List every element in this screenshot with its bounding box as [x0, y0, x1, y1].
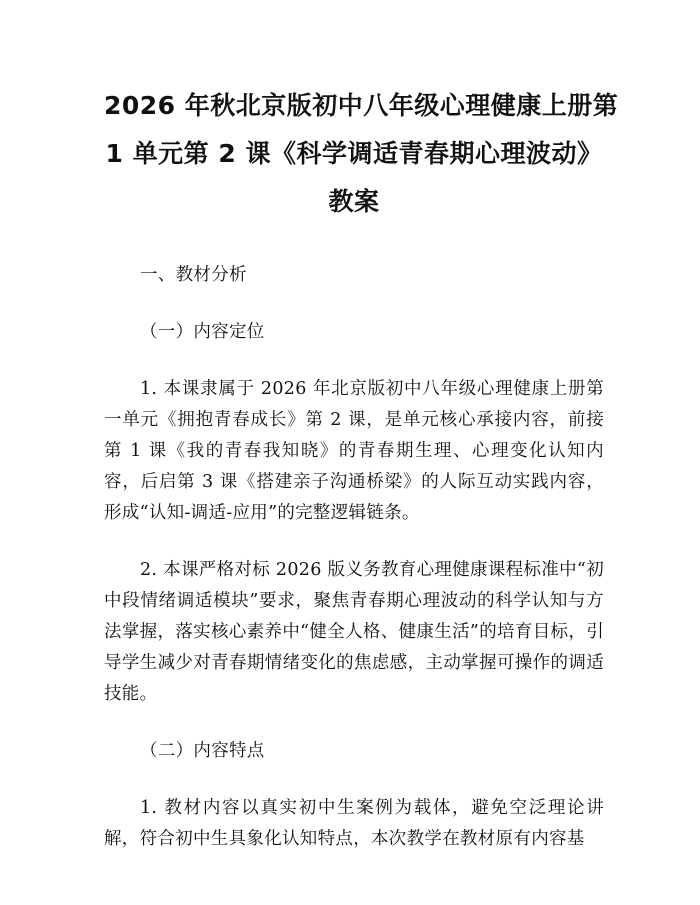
paragraph-positioning-2: 2. 本课严格对标 2026 版义务教育心理健康课程标准中“初中段情绪调适模块”要求，聚焦青春期心理波动的科学认知与方法掌握，落实核心素养中“健全人格、健康生活”的培育目标，引导学生减少对青春期情绪变化的焦虑感，主动掌握可操作的调适技能。 [104, 560, 604, 704]
document-body [104, 260, 604, 855]
subsection-heading-content-positioning: （一）内容定位 [140, 322, 265, 342]
section-heading-textbook-analysis: 一、教材分析 [140, 265, 247, 285]
title-line-1: 2026 年秋北京版初中八年级心理健康上册第 [104, 91, 619, 120]
title-line-2: 1 单元第 2 课《科学调适青春期心理波动》 [105, 139, 603, 168]
subsection-heading-content-features: （二）内容特点 [140, 741, 265, 761]
paragraph-features-1: 1. 教材内容以真实初中生案例为载体，避免空泛理论讲解，符合初中生具象化认知特点，本次教学在教材原有内容基 [104, 798, 604, 849]
paragraph-positioning-1: 1. 本课隶属于 2026 年北京版初中八年级心理健康上册第一单元《拥抱青春成长》第 2 课，是单元核心承接内容，前接第 1 课《我的青春我知晓》的青春期生理、心理变化认知内容，后启第 3 课《搭建亲子沟通桥梁》的人际互动实践内容，形成“认知-调适-应用”的完整逻辑链条。 [104, 379, 604, 523]
document-title [104, 82, 619, 226]
title-line-3: 教案 [328, 187, 380, 216]
